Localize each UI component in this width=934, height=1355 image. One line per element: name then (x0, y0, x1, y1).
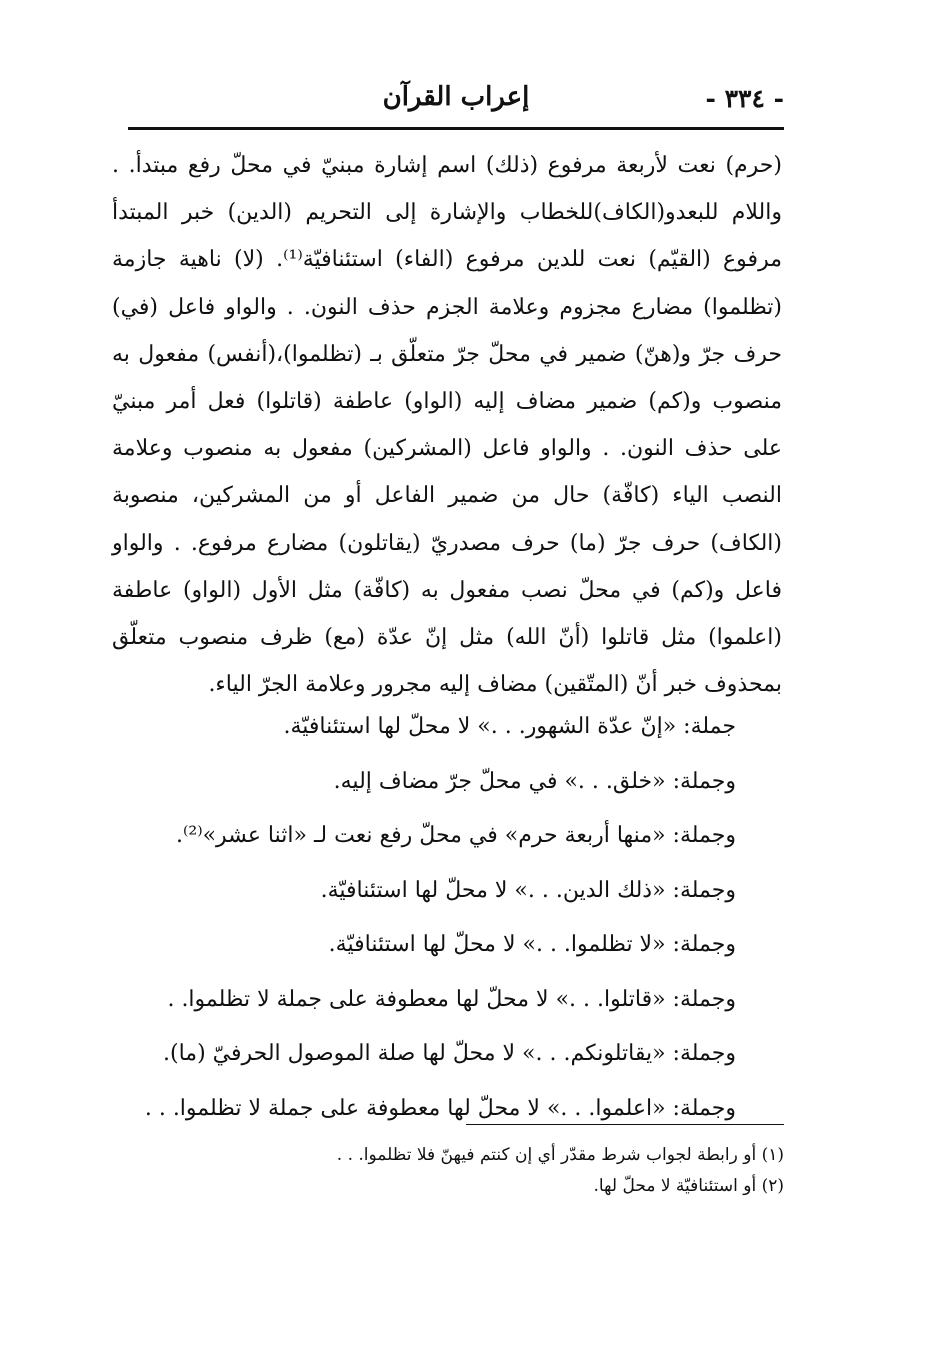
footnote-2: (٢) أو استئنافيّة لا محلّ لها. (593, 1176, 784, 1196)
sentence-line: وجملة: «اعلموا. . .» لا محلّ لها معطوفة على جملة لا تظلموا. . . (144, 1095, 736, 1121)
sentence-line: وجملة: «ذلك الدين. . .» لا محلّ لها استئنافيّة. (320, 877, 736, 903)
page-number: - ٣٣٤ - (705, 84, 784, 113)
sentence-line: جملة: «إنّ عدّة الشهور. . .» لا محلّ لها استئنافيّة. (283, 714, 736, 739)
sentence-list (100, 700, 736, 1136)
page-header (128, 78, 784, 122)
sentence-line: وجملة: «لا تظلموا. . .» لا محلّ لها استئنافيّة. (328, 932, 736, 957)
body-text (112, 142, 782, 708)
footnote-rule (466, 1124, 784, 1125)
sentence-line: وجملة: «قاتلوا. . .» لا محلّ لها معطوفة على جملة لا تظلموا. . (167, 986, 736, 1012)
sentence-line: وجملة: «يقاتلونكم. . .» لا محلّ لها صلة الموصول الحرفيّ (ما). (163, 1041, 736, 1066)
footnote-1: (١) أو رابطة لجواب شرط مقدّر أي إن كنتم فيهنّ فلا تظلموا. . . (336, 1145, 784, 1165)
header-rule (128, 127, 784, 130)
sentence-line: وجملة: «خلق. . .» في محلّ جرّ مضاف إليه. (333, 768, 736, 794)
book-title: إعراب القرآن (382, 82, 530, 112)
footnotes (200, 1140, 784, 1202)
sentence-line: وجملة: «منها أربعة حرم» في محلّ رفع نعت لـ «اثنا عشر»⁽²⁾. (175, 823, 736, 848)
body-paragraph: (حرم) نعت لأربعة مرفوع (ذلك) اسم إشارة مبنيّ في محلّ رفع مبتدأ. . واللام للبعدو(الكاف)للخطاب والإشارة إلى التحريم (الدين) خبر المبتدأ مرفوع (القيّم) نعت للدين مرفوع (الفاء) استئنافيّة⁽¹⁾. (لا) ناهية جازمة (تظلموا) مضارع مجزوم وعلامة الجزم حذف النون. . والواو فاعل (في) حرف جرّ و(هنّ) ضمير في محلّ جرّ متعلّق بـ (تظلموا)،(أنفس) مفعول به منصوب و(كم) ضمير مضاف إليه (الواو) عاطفة (قاتلوا) فعل أمر مبنيّ على حذف النون. . والواو فاعل (المشركين) مفعول به منصوب وعلامة النصب الياء (كافّة) حال من ضمير الفاعل أو من المشركين، منصوبة (الكاف) حرف جرّ (ما) حرف مصدريّ (يقاتلون) مضارع مرفوع. . والواو فاعل و(كم) في محلّ نصب مفعول به (كافّة) مثل الأول (الواو) عاطفة (اعلموا) مثل قاتلوا (أنّ الله) مثل إنّ عدّة (مع) ظرف منصوب متعلّق بمحذوف خبر أنّ (المتّقين) مضاف إليه مجرور وعلامة الجرّ الياء. (112, 153, 782, 698)
